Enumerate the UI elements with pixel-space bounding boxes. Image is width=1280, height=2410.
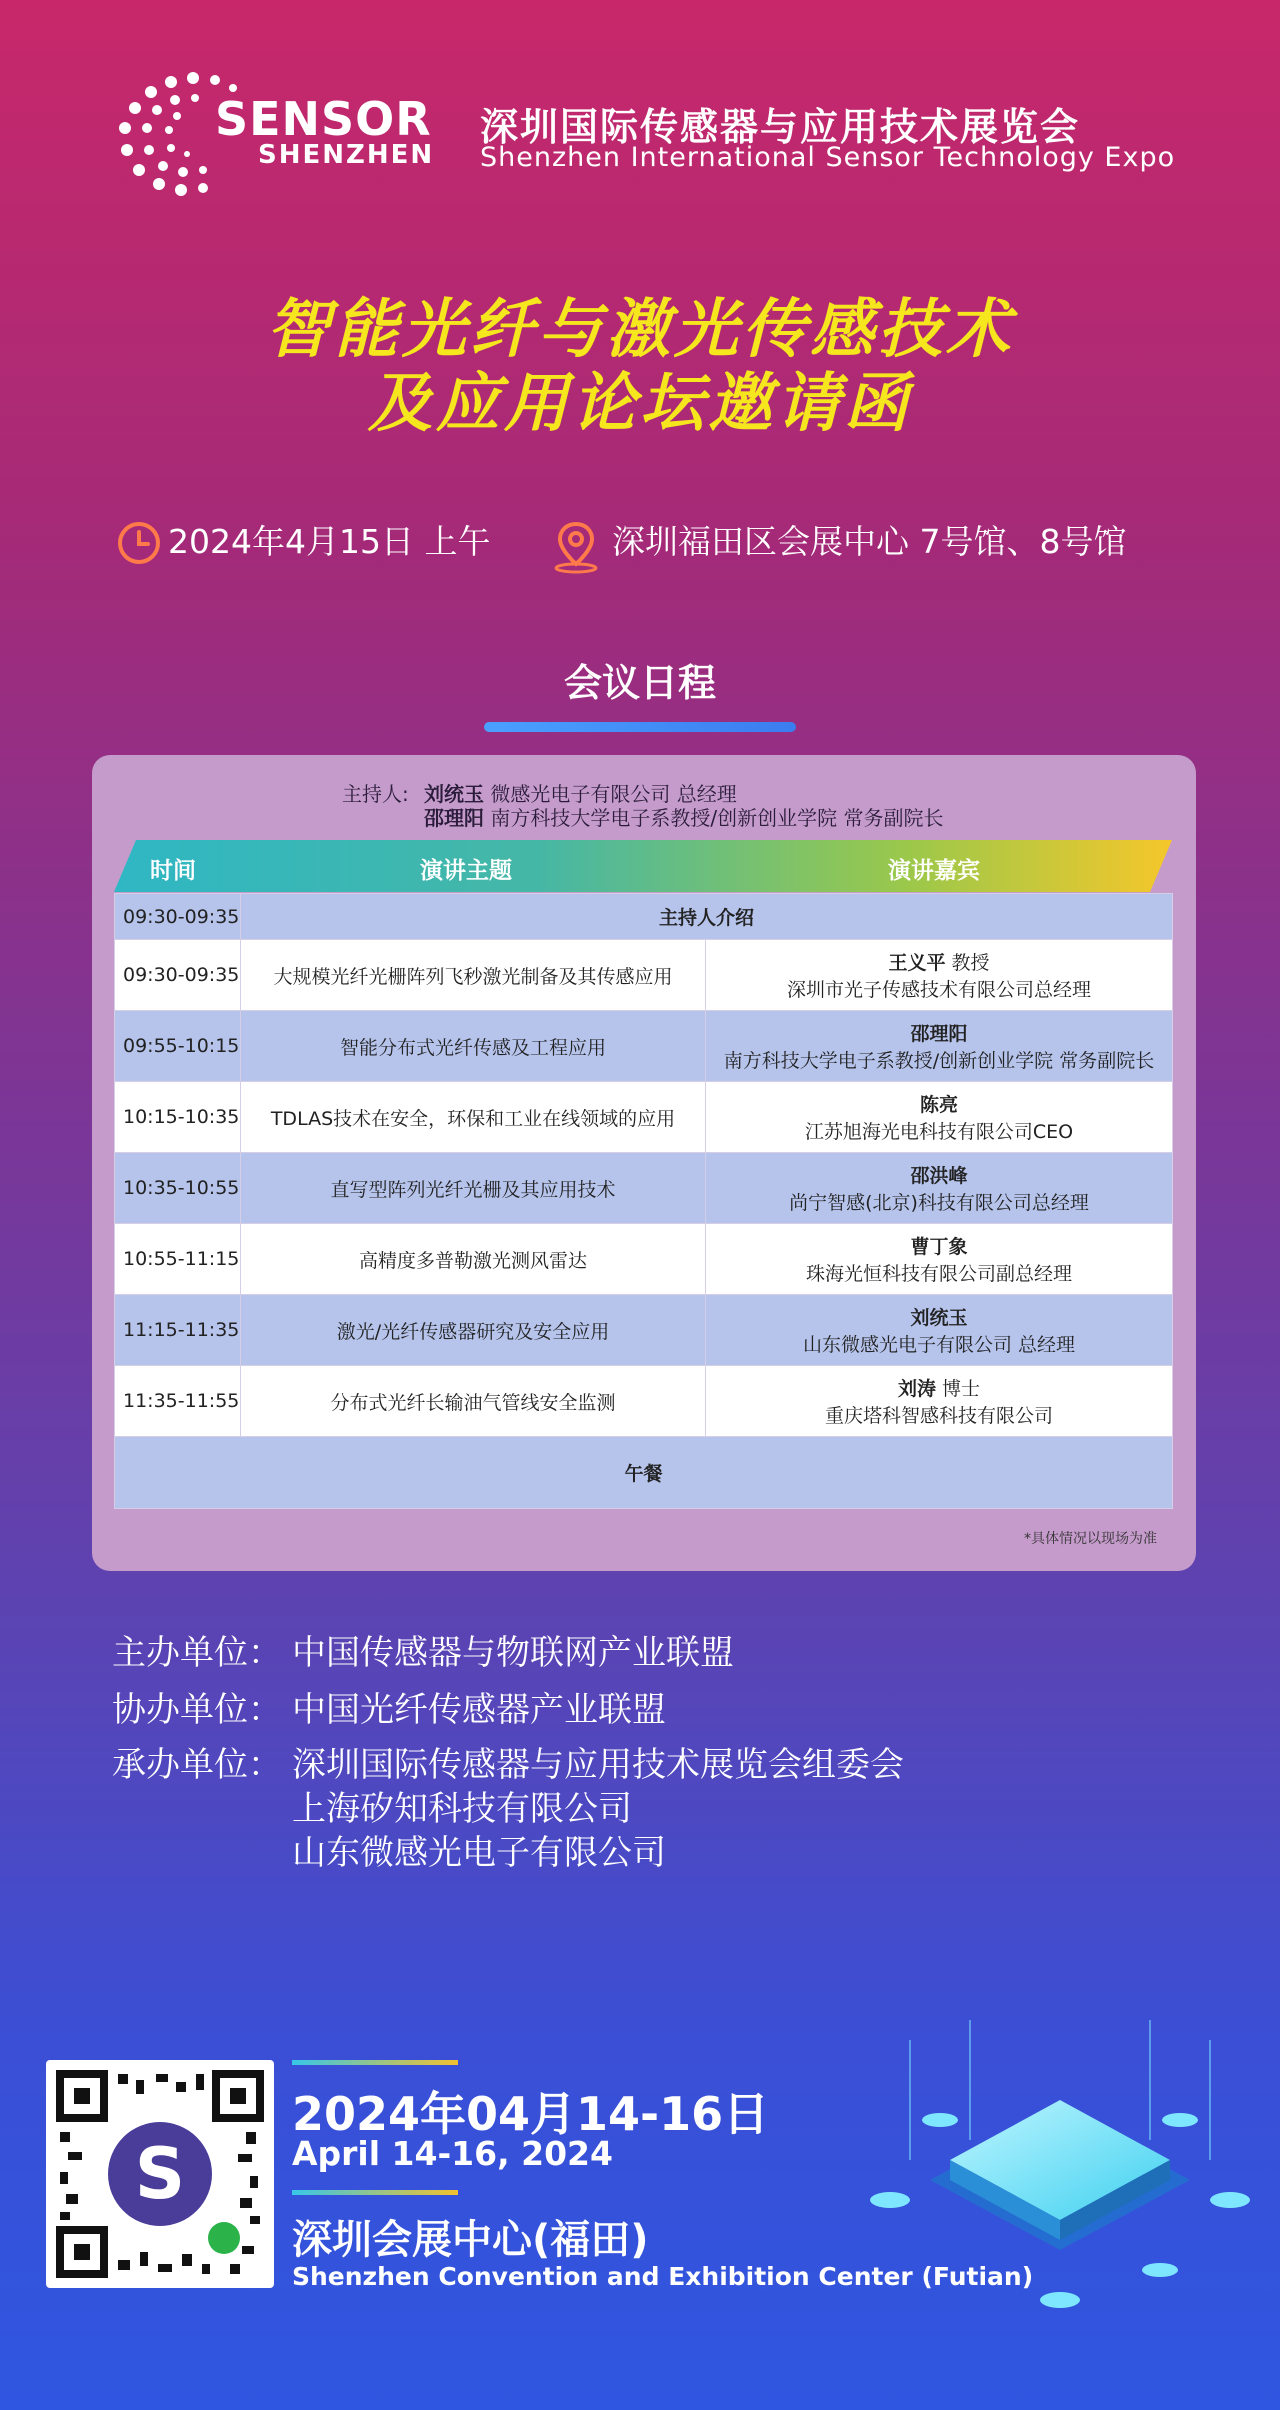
lunch-label: 午餐	[115, 1437, 1173, 1509]
table-row	[115, 1295, 1173, 1366]
row-speaker: 邵理阳 南方科技大学电子系教授/创新创业学院 常务副院长	[706, 1011, 1173, 1082]
table-row	[115, 1082, 1173, 1153]
row-time: 11:35-11:55	[115, 1366, 241, 1437]
expo-venue-en: Shenzhen Convention and Exhibition Center (Futian)	[292, 2262, 1034, 2291]
forum-location: 深圳福田区会展中心 7号馆、8号馆	[612, 522, 1127, 561]
row-intro-label: 主持人介绍	[241, 894, 1173, 940]
logo-subwordmark: SHENZHEN	[258, 140, 435, 170]
chip-illustration	[850, 2000, 1270, 2320]
table-row	[115, 940, 1173, 1011]
table-row	[115, 1153, 1173, 1224]
location-pin-icon	[548, 518, 604, 574]
organizer-undertaker-2: 上海矽知科技有限公司	[292, 1789, 632, 1829]
expo-venue-cn: 深圳会展中心(福田)	[292, 2217, 649, 2263]
row-time: 09:30-09:35	[115, 940, 241, 1011]
qr-code[interactable]	[46, 2060, 274, 2288]
row-speaker: 陈亮 江苏旭海光电科技有限公司CEO	[706, 1082, 1173, 1153]
row-topic: 分布式光纤长输油气管线安全监测	[241, 1366, 706, 1437]
logo-wordmark: SENSOR	[215, 92, 432, 146]
heading-underline	[484, 722, 796, 732]
row-speaker: 刘统玉 山东微感光电子有限公司 总经理	[706, 1295, 1173, 1366]
organizer-co: 中国光纤传感器产业联盟	[292, 1690, 666, 1730]
row-topic: 智能分布式光纤传感及工程应用	[241, 1011, 706, 1082]
organizer-undertaker-3: 山东微感光电子有限公司	[292, 1833, 666, 1873]
row-speaker: 王义平 教授 深圳市光子传感技术有限公司总经理	[706, 940, 1173, 1011]
row-time: 11:15-11:35	[115, 1295, 241, 1366]
column-header-speaker: 演讲嘉宾	[888, 858, 980, 884]
schedule-note: *具体情况以现场为准	[1024, 1531, 1157, 1547]
table-row	[115, 894, 1173, 940]
organizer-undertaker-label: 承办单位：	[112, 1745, 282, 1785]
organizer-co-label: 协办单位：	[112, 1690, 282, 1730]
schedule-table	[114, 893, 1173, 1509]
organizer-host: 中国传感器与物联网产业联盟	[292, 1633, 734, 1673]
table-row	[115, 1437, 1173, 1509]
row-topic: 直写型阵列光纤光栅及其应用技术	[241, 1153, 706, 1224]
expo-date-cn: 2024年04月14-16日	[292, 2087, 770, 2141]
expo-name-cn: 深圳国际传感器与应用技术展览会	[480, 105, 1081, 149]
qr-center-logo: S	[134, 2133, 186, 2215]
forum-title-line1: 智能光纤与激光传感技术	[266, 293, 1014, 367]
qr-pattern	[46, 2060, 274, 2288]
row-topic: 激光/光纤传感器研究及安全应用	[241, 1295, 706, 1366]
row-speaker: 曹丁象 珠海光恒科技有限公司副总经理	[706, 1224, 1173, 1295]
schedule-heading: 会议日程	[563, 661, 716, 705]
row-speaker: 刘涛 博士 重庆塔科智感科技有限公司	[706, 1366, 1173, 1437]
table-row	[115, 1224, 1173, 1295]
expo-name-en: Shenzhen International Sensor Technology Expo	[480, 142, 1176, 173]
table-row	[115, 1011, 1173, 1082]
host-entry-2: 邵理阳 南方科技大学电子系教授/创新创业学院 常务副院长	[424, 806, 944, 830]
row-topic: TDLAS技术在安全，环保和工业在线领域的应用	[241, 1082, 706, 1153]
row-topic: 高精度多普勒激光测风雷达	[241, 1224, 706, 1295]
expo-date-en: April 14-16, 2024	[292, 2134, 613, 2173]
footer-divider-1	[292, 2060, 458, 2065]
row-time: 10:15-10:35	[115, 1082, 241, 1153]
table-header-bar	[114, 840, 1172, 892]
organizer-undertaker-1: 深圳国际传感器与应用技术展览会组委会	[292, 1745, 904, 1785]
row-time: 10:55-11:15	[115, 1224, 241, 1295]
column-header-topic: 演讲主题	[420, 858, 512, 884]
footer-divider-2	[292, 2190, 458, 2195]
row-topic: 大规模光纤光栅阵列飞秒激光制备及其传感应用	[241, 940, 706, 1011]
host-entry-1: 刘统玉 微感光电子有限公司 总经理	[424, 782, 737, 806]
clock-icon	[116, 520, 162, 566]
forum-title-line2: 及应用论坛邀请函	[368, 367, 912, 441]
organizer-host-label: 主办单位：	[112, 1633, 282, 1673]
forum-date: 2024年4月15日 上午	[168, 522, 491, 561]
column-header-time: 时间	[150, 858, 196, 884]
row-speaker: 邵洪峰 尚宁智感(北京)科技有限公司总经理	[706, 1153, 1173, 1224]
row-time: 10:35-10:55	[115, 1153, 241, 1224]
row-time: 09:30-09:35	[115, 894, 241, 940]
row-time: 09:55-10:15	[115, 1011, 241, 1082]
table-row	[115, 1366, 1173, 1437]
host-label: 主持人:	[342, 782, 409, 806]
